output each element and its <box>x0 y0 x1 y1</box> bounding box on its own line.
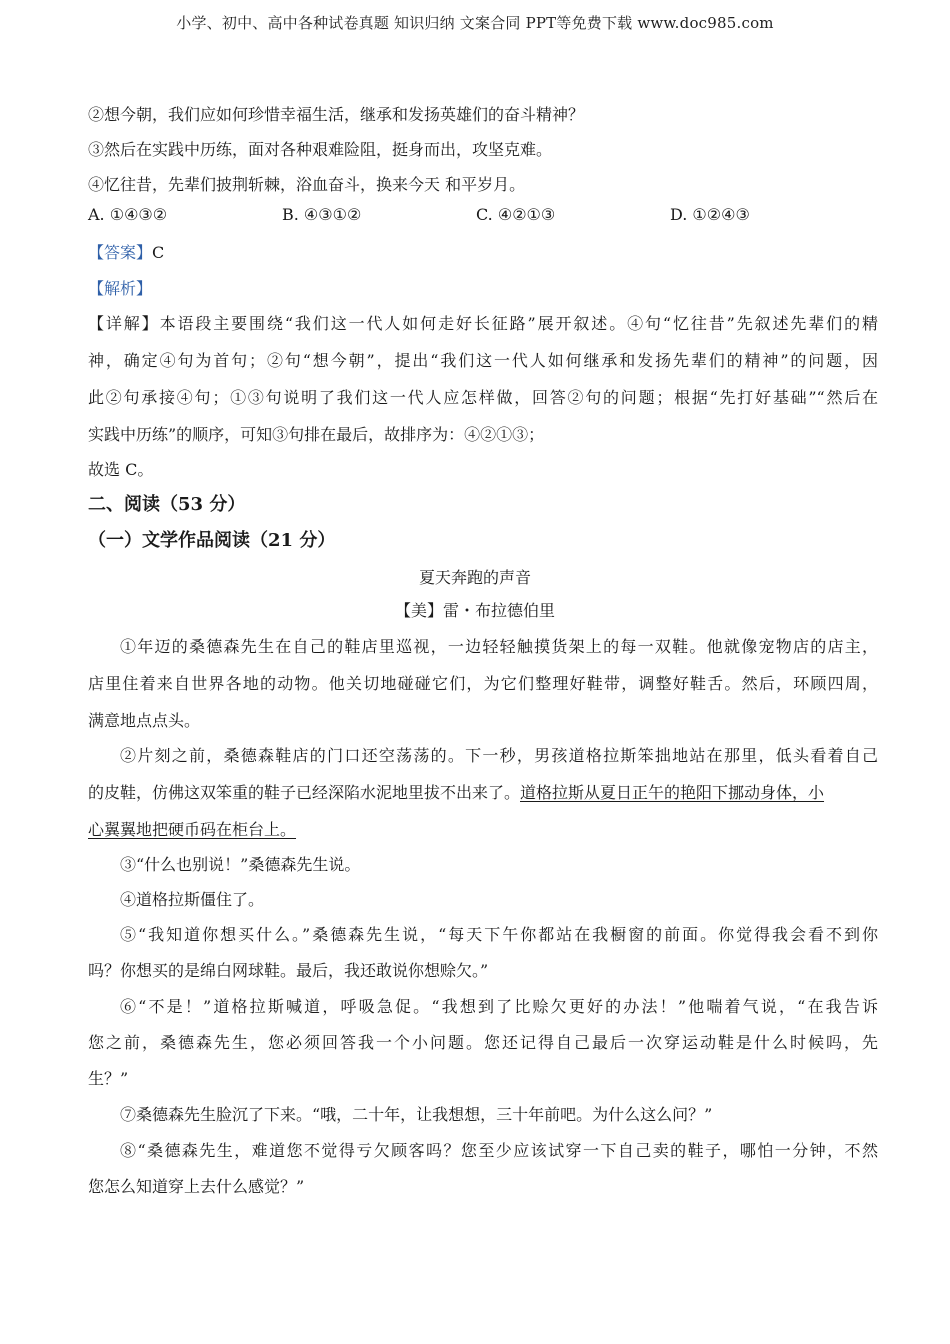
paragraph-5-line-2: 吗？你想买的是绵白网球鞋。最后，我还敢说你想赊欠。” <box>88 961 489 980</box>
paragraph-6-line-1: ⑥“不是！”道格拉斯喊道，呼吸急促。“我想到了比赊欠更好的办法！”他喘着气说，“在我告诉 <box>120 997 878 1016</box>
answer-label: 【答案】 <box>88 243 153 262</box>
answer-value: C <box>152 243 165 262</box>
paragraph-1-line-3: 满意地点点头。 <box>88 711 201 730</box>
section-subtitle: （一）文学作品阅读（21 分） <box>88 530 336 551</box>
paragraph-7: ⑦桑德森先生脸沉了下来。“哦，二十年，让我想想，三十年前吧。为什么这么问？” <box>120 1105 713 1124</box>
option-c: C. ④②①③ <box>476 205 556 224</box>
paragraph-8-line-1: ⑧“桑德森先生，难道您不觉得亏欠顾客吗？您至少应该试穿一下自己卖的鞋子，哪怕一分钟，不然 <box>120 1141 878 1160</box>
answer-row <box>88 240 878 263</box>
detail-line-2: 神，确定④句为首句；②句“想今朝”，提出“我们这一代人如何继承和发扬先辈们的精神”的问题，因 <box>88 351 878 370</box>
paragraph-6-line-2: 您之前，桑德森先生，您必须回答我一个小问题。您还记得自己最后一次穿运动鞋是什么时候吗，先 <box>88 1033 878 1052</box>
article-title: 夏天奔跑的声音 <box>418 568 531 587</box>
option-d: D. ①②④③ <box>670 205 750 224</box>
paragraph-6-line-3: 生？” <box>88 1069 129 1088</box>
detail-line-3: 此②句承接④句；①③句说明了我们这一代人应怎样做，回答②句的问题；根据“先打好基础”“然后在 <box>88 388 878 407</box>
analysis-label: 【解析】 <box>88 279 153 298</box>
detail-line-4: 实践中历练”的顺序，可知③句排在最后，故排序为：④②①③； <box>88 425 545 444</box>
underlined-sentence-part-1: 道格拉斯从夏日正午的艳阳下挪动身体，小 <box>520 783 825 802</box>
site-header: 小学、初中、高中各种试卷真题 知识归纳 文案合同 PPT等免费下载 www.doc985.com <box>176 14 774 32</box>
paragraph-1-line-2: 店里住着来自世界各地的动物。他关切地碰碰它们，为它们整理好鞋带，调整好鞋舌。然后，环顾四周， <box>88 674 878 693</box>
article-author: 【美】雷・布拉德伯里 <box>394 601 555 620</box>
option-b: B. ④③①② <box>282 205 362 224</box>
paragraph-8-line-2: 您怎么知道穿上去什么感觉？” <box>88 1177 305 1196</box>
paragraph-4: ④道格拉斯僵住了。 <box>120 890 265 909</box>
paragraph-3: ③“什么也别说！”桑德森先生说。 <box>120 855 361 874</box>
paragraph-2-line-3 <box>88 817 878 840</box>
sentence-4: ④忆往昔，先辈们披荆斩棘，浴血奋斗，换来今天 和平岁月。 <box>88 175 526 194</box>
paragraph-2-line-2: 的皮鞋，仿佛这双笨重的鞋子已经深陷水泥地里拔不出来了。道格拉斯从夏日正午的艳阳下挪动身体，小 <box>88 783 825 802</box>
section-title: 二、阅读（53 分） <box>88 494 246 515</box>
sentence-3: ③然后在实践中历练，面对各种艰难险阻，挺身而出，攻坚克难。 <box>88 140 553 159</box>
underlined-sentence-part-2: 心翼翼地把硬币码在柜台上。 <box>88 820 297 839</box>
sentence-2: ②想今朝，我们应如何珍惜幸福生活，继承和发扬英雄们的奋斗精神？ <box>88 105 585 124</box>
detail-label: 【详解】 <box>88 314 160 333</box>
detail-conclusion: 故选 C。 <box>88 460 154 479</box>
detail-line-1: 【详解】本语段主要围绕“我们这一代人如何走好长征路”展开叙述。④句“忆往昔”先叙述先辈们的精 <box>88 314 878 333</box>
paragraph-5-line-1: ⑤“我知道你想买什么。”桑德森先生说，“每天下午你都站在我橱窗的前面。你觉得我会看不到你 <box>120 925 878 944</box>
option-a: A. ①④③② <box>88 205 168 224</box>
paragraph-1-line-1: ①年迈的桑德森先生在自己的鞋店里巡视，一边轻轻触摸货架上的每一双鞋。他就像宠物店的店主， <box>120 637 878 656</box>
paragraph-2-line-1: ②片刻之前，桑德森鞋店的门口还空荡荡的。下一秒，男孩道格拉斯笨拙地站在那里，低头看着自己 <box>120 746 878 765</box>
